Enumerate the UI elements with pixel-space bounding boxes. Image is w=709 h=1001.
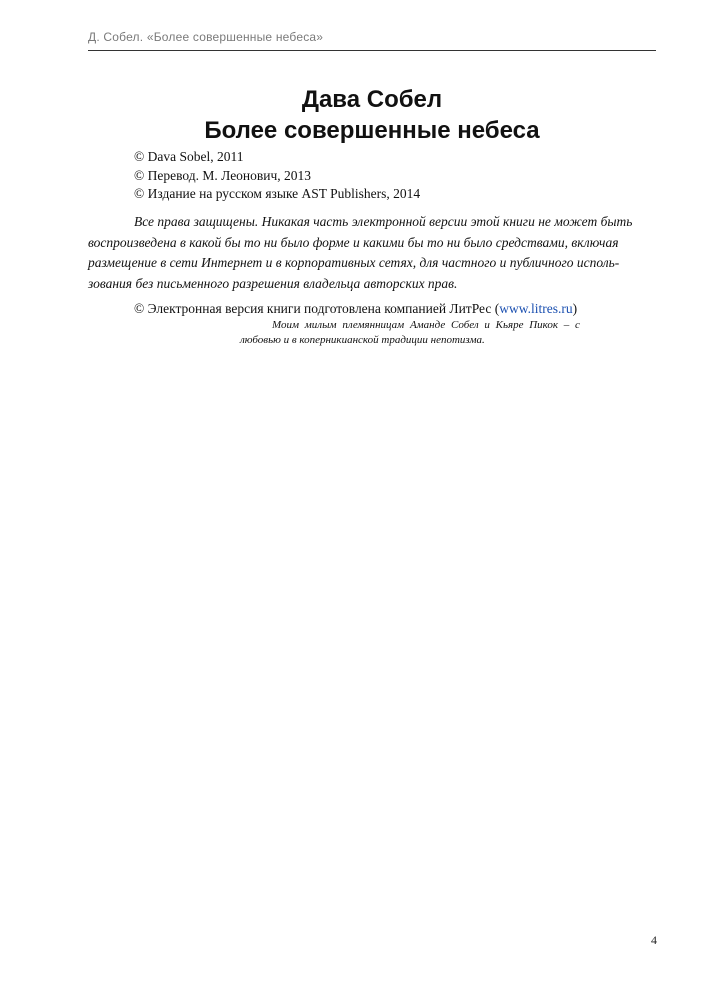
copyright-block (134, 148, 420, 204)
dedication (240, 318, 640, 348)
rights-notice (88, 212, 656, 294)
rights-notice-line: Все права защищены. Никакая часть электронной версии этой книги не может быть (134, 214, 633, 229)
copyright-line-translation: © Перевод. М. Леонович, 2013 (134, 167, 312, 183)
litres-credit-text: © Электронная версия книги подготовлена компанией ЛитРес ( (134, 301, 500, 316)
dedication-line: Моим милым племянницам Аманде Собел и Кьяре Пикок – с (272, 319, 580, 331)
header-divider (88, 50, 656, 51)
litres-link[interactable]: www.litres.ru (499, 301, 573, 316)
author-name: Дава Собел (301, 86, 443, 113)
rights-notice-line: воспроизведена в какой бы то ни было форме и какими бы то ни было средствами, включая (88, 234, 619, 250)
litres-credit-closing: ) (572, 301, 578, 316)
running-header: Д. Собел. «Более совершенные небеса» (88, 30, 324, 44)
rights-notice-line: размещение в сети Интернет и в корпоративных сетях, для частного и публичного исполь- (88, 255, 620, 270)
dedication-line: любовью и в коперникианской традиции непотизма. (240, 334, 485, 346)
copyright-line-edition: © Издание на русском языке AST Publishers, 2014 (134, 186, 421, 201)
page-number: 4 (651, 933, 657, 947)
book-title: Более совершенные небеса (204, 117, 540, 144)
copyright-line-author: © Dava Sobel, 2011 (134, 149, 244, 164)
rights-notice-line: зования без письменного разрешения владельца авторских прав. (88, 275, 458, 291)
litres-credit (134, 300, 577, 318)
